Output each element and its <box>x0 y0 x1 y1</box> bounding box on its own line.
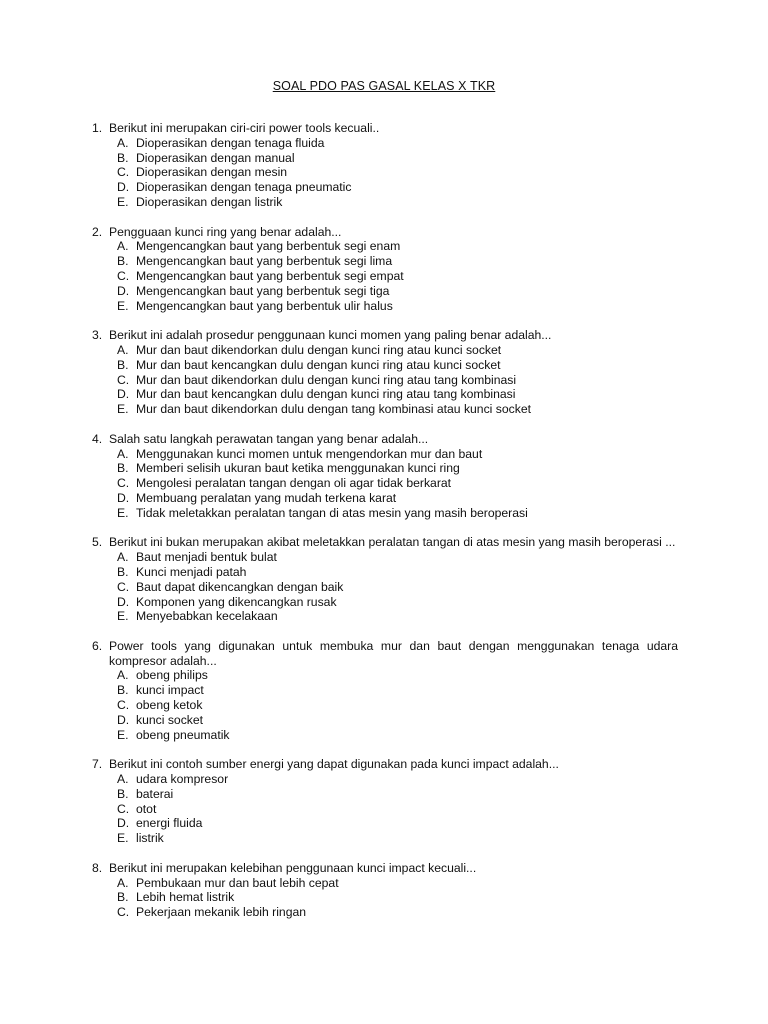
option-text: Dioperasikan dengan listrik <box>136 194 283 209</box>
question-item <box>92 757 678 846</box>
answer-option <box>117 787 678 802</box>
option-letter: E. <box>117 831 129 846</box>
option-letter: A. <box>117 875 129 890</box>
option-text: Mur dan baut kencangkan dulu dengan kunci ring atau tang kombinasi <box>136 387 516 402</box>
answer-option <box>117 683 678 698</box>
answer-options <box>109 668 678 742</box>
option-text: Pembukaan mur dan baut lebih cepat <box>136 875 339 890</box>
option-text: energi fluida <box>136 816 203 831</box>
question-number: 3. <box>92 328 103 343</box>
answer-option <box>117 728 678 743</box>
answer-option <box>117 447 678 462</box>
option-letter: B. <box>117 890 129 905</box>
option-letter: C. <box>117 698 130 713</box>
option-letter: C. <box>117 372 130 387</box>
question-item <box>92 432 678 521</box>
question-text: Pengguaan kunci ring yang benar adalah... <box>109 224 342 239</box>
answer-option <box>117 136 678 151</box>
question-number: 4. <box>92 431 103 446</box>
option-text: obeng pneumatik <box>136 727 230 742</box>
option-text: Mengencangkan baut yang berbentuk segi enam <box>136 239 401 254</box>
option-letter: B. <box>117 357 129 372</box>
question-text: Power tools yang digunakan untuk membuka mur dan baut dengan menggunakan tenaga udara kompresor adalah... <box>109 638 678 668</box>
answer-option <box>117 402 678 417</box>
option-text: Baut menjadi bentuk bulat <box>136 550 277 565</box>
question-list <box>92 121 678 935</box>
option-letter: D. <box>117 283 130 298</box>
option-text: Dioperasikan dengan mesin <box>136 165 288 180</box>
answer-option <box>117 580 678 595</box>
answer-option <box>117 180 678 195</box>
question-number: 5. <box>92 535 103 550</box>
option-letter: D. <box>117 180 130 195</box>
option-text: Membuang peralatan yang mudah terkena karat <box>136 490 397 505</box>
option-letter: C. <box>117 268 130 283</box>
option-text: Memberi selisih ukuran baut ketika menggunakan kunci ring <box>136 461 460 476</box>
answer-option <box>117 876 678 891</box>
answer-option <box>117 565 678 580</box>
option-letter: A. <box>117 135 129 150</box>
option-letter: B. <box>117 683 129 698</box>
answer-option <box>117 151 678 166</box>
question-item <box>92 328 678 417</box>
answer-options <box>109 239 678 313</box>
option-text: Dioperasikan dengan manual <box>136 150 295 165</box>
answer-options <box>109 447 678 521</box>
option-text: kunci socket <box>136 712 204 727</box>
answer-option <box>117 772 678 787</box>
option-letter: A. <box>117 239 129 254</box>
option-letter: D. <box>117 816 130 831</box>
option-letter: A. <box>117 668 129 683</box>
option-letter: B. <box>117 150 129 165</box>
option-letter: E. <box>117 298 129 313</box>
question-number: 2. <box>92 224 103 239</box>
answer-option <box>117 506 678 521</box>
answer-option <box>117 373 678 388</box>
option-letter: B. <box>117 461 129 476</box>
question-text: Berikut ini merupakan kelebihan penggunaan kunci impact kecuali... <box>109 860 477 875</box>
answer-option <box>117 476 678 491</box>
option-text: obeng ketok <box>136 698 203 713</box>
option-letter: C. <box>117 165 130 180</box>
option-text: Mengencangkan baut yang berbentuk segi tiga <box>136 283 390 298</box>
answer-option <box>117 254 678 269</box>
answer-option <box>117 698 678 713</box>
question-text: Berikut ini bukan merupakan akibat meletakkan peralatan tangan di atas mesin yang masih beroperasi ... <box>109 535 676 550</box>
answer-option <box>117 890 678 905</box>
question-text: Berikut ini contoh sumber energi yang dapat digunakan pada kunci impact adalah... <box>109 757 559 772</box>
option-text: Menggunakan kunci momen untuk mengendorkan mur dan baut <box>136 446 483 461</box>
answer-option <box>117 905 678 920</box>
option-letter: E. <box>117 609 129 624</box>
question-number: 1. <box>92 121 103 135</box>
answer-option <box>117 668 678 683</box>
option-text: Dioperasikan dengan tenaga fluida <box>136 135 325 150</box>
option-text: Kunci menjadi patah <box>136 564 247 579</box>
option-text: otot <box>136 801 157 816</box>
option-text: Mur dan baut dikendorkan dulu dengan kunci ring atau tang kombinasi <box>136 372 517 387</box>
option-text: Mur dan baut dikendorkan dulu dengan kunci ring atau kunci socket <box>136 342 502 357</box>
option-text: Mur dan baut kencangkan dulu dengan kunci ring atau kunci socket <box>136 357 501 372</box>
option-letter: A. <box>117 446 129 461</box>
option-letter: A. <box>117 342 129 357</box>
option-letter: A. <box>117 772 129 787</box>
option-letter: C. <box>117 801 130 816</box>
option-letter: C. <box>117 476 130 491</box>
option-text: kunci impact <box>136 683 204 698</box>
option-letter: B. <box>117 786 129 801</box>
option-text: Pekerjaan mekanik lebih ringan <box>136 905 307 920</box>
question-number: 6. <box>92 638 103 653</box>
option-letter: B. <box>117 564 129 579</box>
answer-options <box>109 343 678 417</box>
option-letter: C. <box>117 579 130 594</box>
option-letter: D. <box>117 712 130 727</box>
option-text: Lebih hemat listrik <box>136 890 235 905</box>
option-text: baterai <box>136 786 174 801</box>
answer-option <box>117 387 678 402</box>
option-letter: B. <box>117 254 129 269</box>
option-text: Komponen yang dikencangkan rusak <box>136 594 337 609</box>
answer-option <box>117 239 678 254</box>
answer-options <box>109 136 678 210</box>
option-letter: C. <box>117 905 130 920</box>
option-letter: E. <box>117 505 129 520</box>
question-item <box>92 861 678 920</box>
answer-option <box>117 284 678 299</box>
option-text: listrik <box>136 831 164 846</box>
option-text: Menyebabkan kecelakaan <box>136 609 278 624</box>
question-text: Berikut ini merupakan ciri-ciri power tools kecuali.. <box>109 121 380 135</box>
option-text: Mengolesi peralatan tangan dengan oli agar tidak berkarat <box>136 476 452 491</box>
answer-option <box>117 269 678 284</box>
answer-option <box>117 195 678 210</box>
question-item <box>92 639 678 743</box>
question-item <box>92 121 678 210</box>
answer-option <box>117 713 678 728</box>
option-text: Baut dapat dikencangkan dengan baik <box>136 579 344 594</box>
answer-option <box>117 491 678 506</box>
option-text: Mengencangkan baut yang berbentuk segi empat <box>136 268 404 283</box>
option-text: udara kompresor <box>136 772 229 787</box>
option-letter: A. <box>117 550 129 565</box>
option-text: Tidak meletakkan peralatan tangan di atas mesin yang masih beroperasi <box>136 505 528 520</box>
option-letter: E. <box>117 727 129 742</box>
answer-option <box>117 550 678 565</box>
option-text: Mengencangkan baut yang berbentuk segi lima <box>136 254 393 269</box>
option-letter: D. <box>117 387 130 402</box>
answer-option <box>117 358 678 373</box>
document-title: SOAL PDO PAS GASAL KELAS X TKR <box>272 79 496 93</box>
question-number: 8. <box>92 860 103 875</box>
answer-options <box>109 550 678 624</box>
answer-option <box>117 299 678 314</box>
option-text: Dioperasikan dengan tenaga pneumatic <box>136 180 352 195</box>
option-letter: D. <box>117 490 130 505</box>
option-text: obeng philips <box>136 668 208 683</box>
question-text: Salah satu langkah perawatan tangan yang benar adalah... <box>109 431 429 446</box>
option-text: Mengencangkan baut yang berbentuk ulir halus <box>136 298 393 313</box>
answer-option <box>117 816 678 831</box>
question-item <box>92 535 678 624</box>
answer-option <box>117 165 678 180</box>
option-letter: E. <box>117 194 129 209</box>
answer-options <box>109 876 678 920</box>
question-item <box>92 225 678 314</box>
option-letter: E. <box>117 402 129 417</box>
option-text: Mur dan baut dikendorkan dulu dengan tang kombinasi atau kunci socket <box>136 402 531 417</box>
answer-option <box>117 831 678 846</box>
question-number: 7. <box>92 757 103 772</box>
answer-option <box>117 609 678 624</box>
answer-option <box>117 461 678 476</box>
answer-option <box>117 802 678 817</box>
answer-option <box>117 343 678 358</box>
answer-options <box>109 772 678 846</box>
option-letter: D. <box>117 594 130 609</box>
question-text: Berikut ini adalah prosedur penggunaan kunci momen yang paling benar adalah... <box>109 328 552 343</box>
answer-option <box>117 595 678 610</box>
